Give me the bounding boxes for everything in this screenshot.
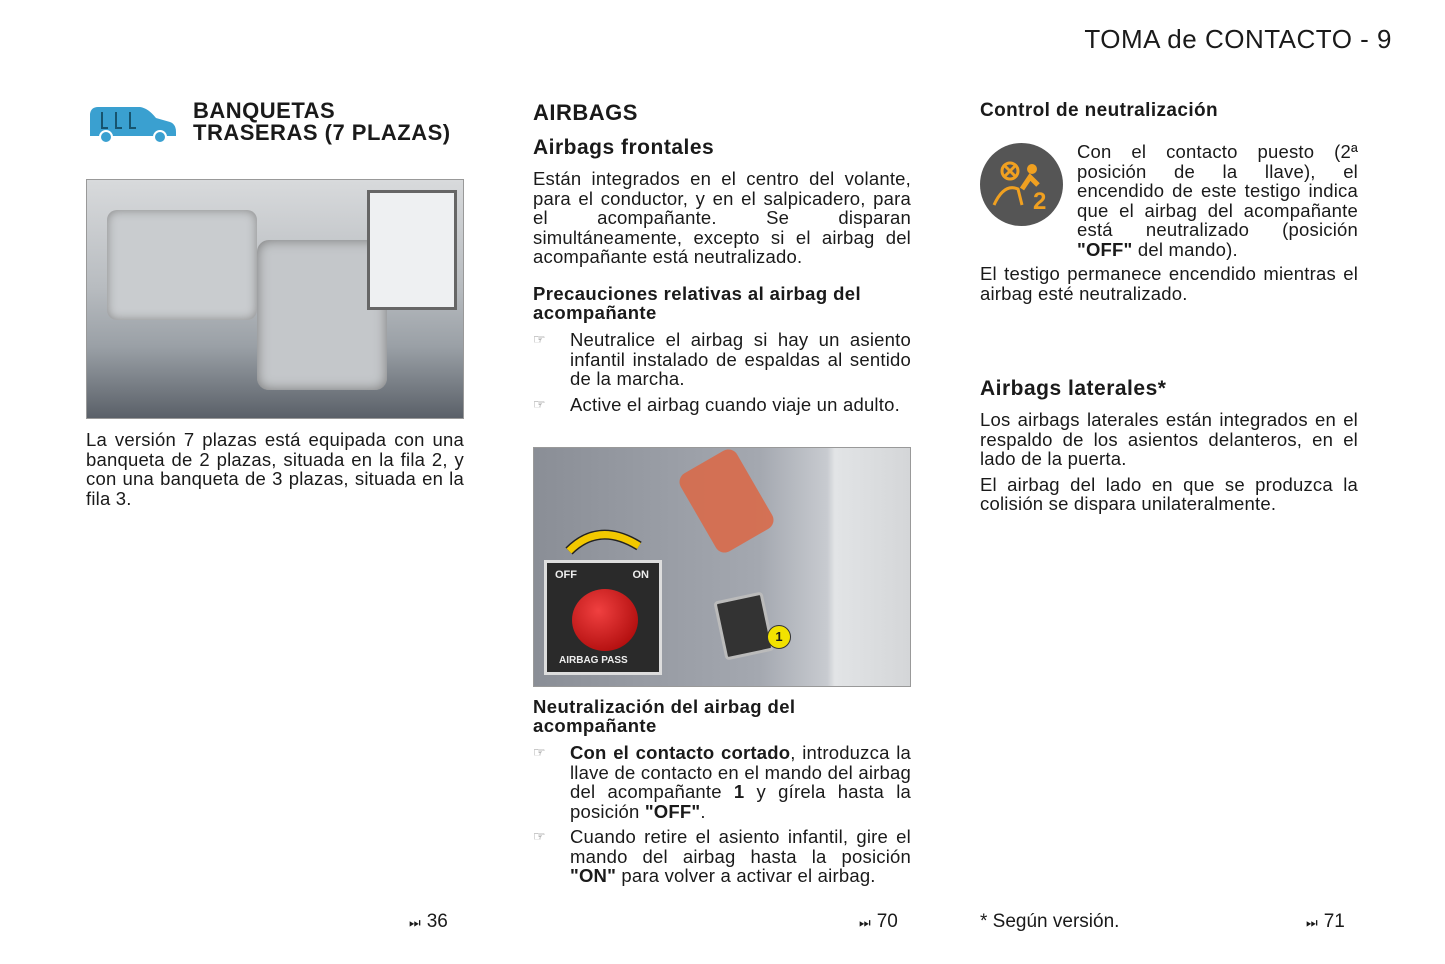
page-header-title: TOMA de CONTACTO - 9 bbox=[1084, 24, 1392, 54]
control-title: Control de neutralización bbox=[980, 100, 1219, 121]
rear-seats-photo bbox=[86, 179, 464, 419]
frontal-airbags-title: Airbags frontales bbox=[533, 136, 715, 159]
neutralize-title: Neutralización del airbag del acompañante bbox=[533, 696, 796, 736]
airbags-title: AIRBAGS bbox=[533, 100, 638, 125]
lateral-text: Los airbags laterales están integrados en el respaldo de los asientos delanteros, en el lado de la puerta. bbox=[980, 409, 1358, 469]
passenger-airbag-off-warning-icon bbox=[980, 143, 1063, 226]
page-ref-icon: ⏭ bbox=[409, 915, 421, 930]
control-text: Con el contacto puesto (2ª posición de la llave), el encendido de este testigo indica que el airbag del acompañante está neutralizado (posición "OFF" del mando). bbox=[1077, 141, 1358, 260]
svg-text:2: 2 bbox=[1033, 188, 1047, 215]
rear-seats-description: La versión 7 plazas está equipada con una banqueta de 2 plazas, situada en la fila 2, y con una banqueta de 3 plazas, situada en la fila 3. bbox=[86, 429, 464, 509]
footnote: * Según versión. bbox=[980, 911, 1120, 932]
neutralize-step: ☞ Con el contacto cortado, introduzca la llave de contacto en el mando del airbag del acompañante 1 y gírela hasta la posición "OFF". bbox=[533, 742, 911, 822]
precaution-item: ☞ Neutralice el airbag si hay un asiento infantil instalado de espaldas al sentido de la marcha. bbox=[533, 329, 911, 389]
section-title: BANQUETAS bbox=[193, 98, 336, 123]
control-text-2: El testigo permanece encendido mientras el airbag esté neutralizado. bbox=[980, 263, 1358, 304]
page-ref-icon: ⏭ bbox=[859, 915, 871, 930]
pointing-hand-icon: ☞ bbox=[533, 828, 546, 844]
off-label: OFF bbox=[555, 569, 577, 581]
precautions-title: Precauciones relativas al airbag del acompañante bbox=[533, 283, 862, 323]
page-ref-link[interactable]: ⏭ 36 bbox=[409, 911, 448, 932]
lateral-text: El airbag del lado en que se produzca la colisión se dispara unilateralmente. bbox=[980, 473, 1358, 514]
page-ref-link[interactable]: ⏭ 71 bbox=[1306, 911, 1345, 932]
airbag-switch-photo bbox=[533, 447, 911, 687]
airbag-pass-label: AIRBAG PASS bbox=[559, 655, 628, 666]
page-ref-icon: ⏭ bbox=[1306, 915, 1318, 930]
lateral-airbags-title: Airbags laterales* bbox=[980, 377, 1167, 400]
pointing-hand-icon: ☞ bbox=[533, 395, 546, 412]
pointing-hand-icon: ☞ bbox=[533, 744, 546, 760]
precaution-item: ☞ Active el airbag cuando viaje un adulto. bbox=[533, 393, 900, 415]
minivan-seats-icon bbox=[88, 104, 178, 144]
on-label: ON bbox=[632, 569, 649, 581]
callout-1: 1 bbox=[767, 625, 791, 649]
page-ref-link[interactable]: ⏭ 70 bbox=[859, 911, 898, 932]
frontal-airbags-text: Están integrados en el centro del volante, para el conductor, y en el salpicadero, para el acompañante. Se disparan simultáneamente, excepto si el airbag del acompañante está neutralizado. bbox=[533, 168, 911, 267]
neutralize-step: ☞ Cuando retire el asiento infantil, gire el mando del airbag hasta la posición "ON" para volver a activar el airbag. bbox=[533, 826, 911, 886]
section-title: TRASERAS (7 PLAZAS) bbox=[193, 120, 451, 145]
pointing-hand-icon: ☞ bbox=[533, 331, 546, 347]
